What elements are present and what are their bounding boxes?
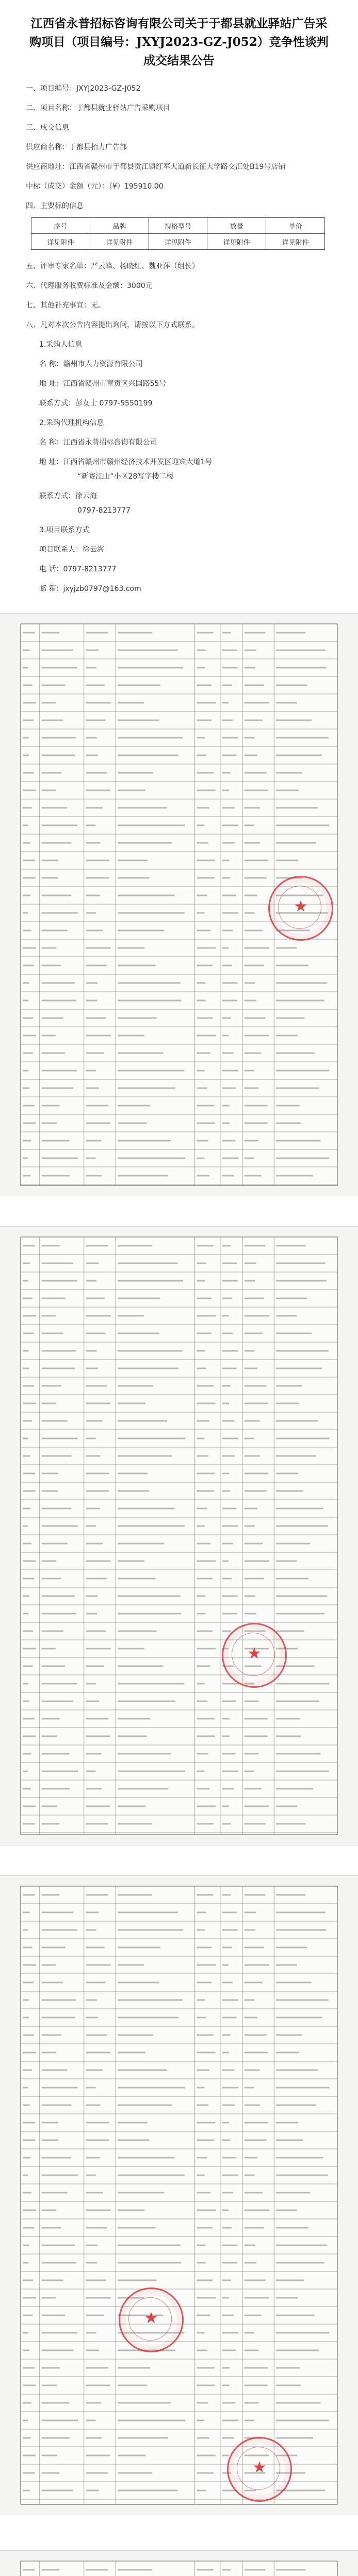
table-cell: 详见附件 [90,234,149,250]
agent-address: 地 址：江西省赣州市赣州经济技术开发区迎宾大道1号 [39,458,213,466]
buyer-heading: 1.采购人信息 [39,341,83,349]
project-contact-phone: 电 话：0797-8213777 [39,565,117,573]
project-contact-heading: 3.项目联系方式 [39,526,90,534]
project-contact-email: 邮 箱：jxyjzb0797@163.com [39,585,141,593]
red-seal-stamp: ★ [268,876,333,941]
other-notes: 七、其他补充事宜：无。 [26,301,105,310]
scan-table-grid [0,1227,358,1845]
red-seal-stamp: ★ [222,1623,287,1688]
agent-contact: 联系方式：徐云海 [39,492,97,500]
header-cell: 数量 [207,218,266,234]
items-table [31,217,325,250]
agent-phone: 0797-8213777 [77,506,131,515]
attachment-scan-page [0,1226,358,1845]
buyer-contact: 联系方式：彭女士 0797-5550199 [39,399,153,408]
table-cell: 详见附件 [266,234,325,250]
items-row [31,234,325,250]
attachment-scan-page [0,2550,358,2576]
table-cell: 详见附件 [149,234,207,250]
buyer-name: 名 称：赣州市人力资源有限公司 [39,360,143,368]
supplier-address: 供应商地址：江西省赣州市于都县贡江镇红军大道新长征大学路交汇处B19号店铺 [26,163,286,171]
agent-address-line2: “新赛江山”小区28写字楼二楼 [77,472,174,481]
page-title: 江西省永普招标咨询有限公司关于于都县就业驿站广告采购项目（项目编号：JXYJ2023-GZ-J052）竞争性谈判成交结果公告 [29,16,329,67]
header-cell: 规格型号 [149,218,207,234]
project-name: 二、项目名称：于都县就业驿站广告采购项目 [26,104,170,112]
items-header-row [31,218,325,234]
supplier-name: 供应商名称：于都县栢力广告部 [26,143,127,151]
agency-fee: 六、代理服务收费标准及金额：3000元 [26,282,153,290]
red-seal-stamp: ★ [227,2437,292,2502]
table-cell: 详见附件 [207,234,266,250]
buyer-address: 地 址：江西省赣州市章贡区兴国路55号 [39,380,167,388]
agent-name: 名 称：江西省永普招标咨询有限公司 [39,438,157,447]
red-seal-stamp: ★ [119,2287,184,2352]
table-cell: 详见附件 [31,234,90,250]
items-heading: 四、主要标的信息 [26,202,84,210]
scan-table-border [21,2561,337,2576]
deal-info-heading: 三、成交信息 [26,124,69,132]
header-cell: 单价 [266,218,325,234]
deal-amount: 中标（成交）金额（元）：（¥）195910.00 [26,182,164,191]
contact-heading: 八、凡对本次公告内容提出询问，请按以下方式联系。 [26,321,199,329]
attachment-scan-page [0,1875,358,2515]
project-number: 一、项目编号：JXYJ2023-GZ-J052 [26,84,141,93]
scan-table-grid [0,1876,358,2515]
info-section [0,81,358,596]
header-cell: 品牌 [90,218,149,234]
header-cell: 序号 [31,218,90,234]
experts-list: 五、评审专家名单：严云峰、杨晓红、魏亚萍（组长） [26,262,199,270]
agent-heading: 2.采购代理机构信息 [39,419,104,427]
scan-table-grid [0,2551,358,2576]
project-contact-person: 项目联系人：徐云海 [39,546,104,554]
